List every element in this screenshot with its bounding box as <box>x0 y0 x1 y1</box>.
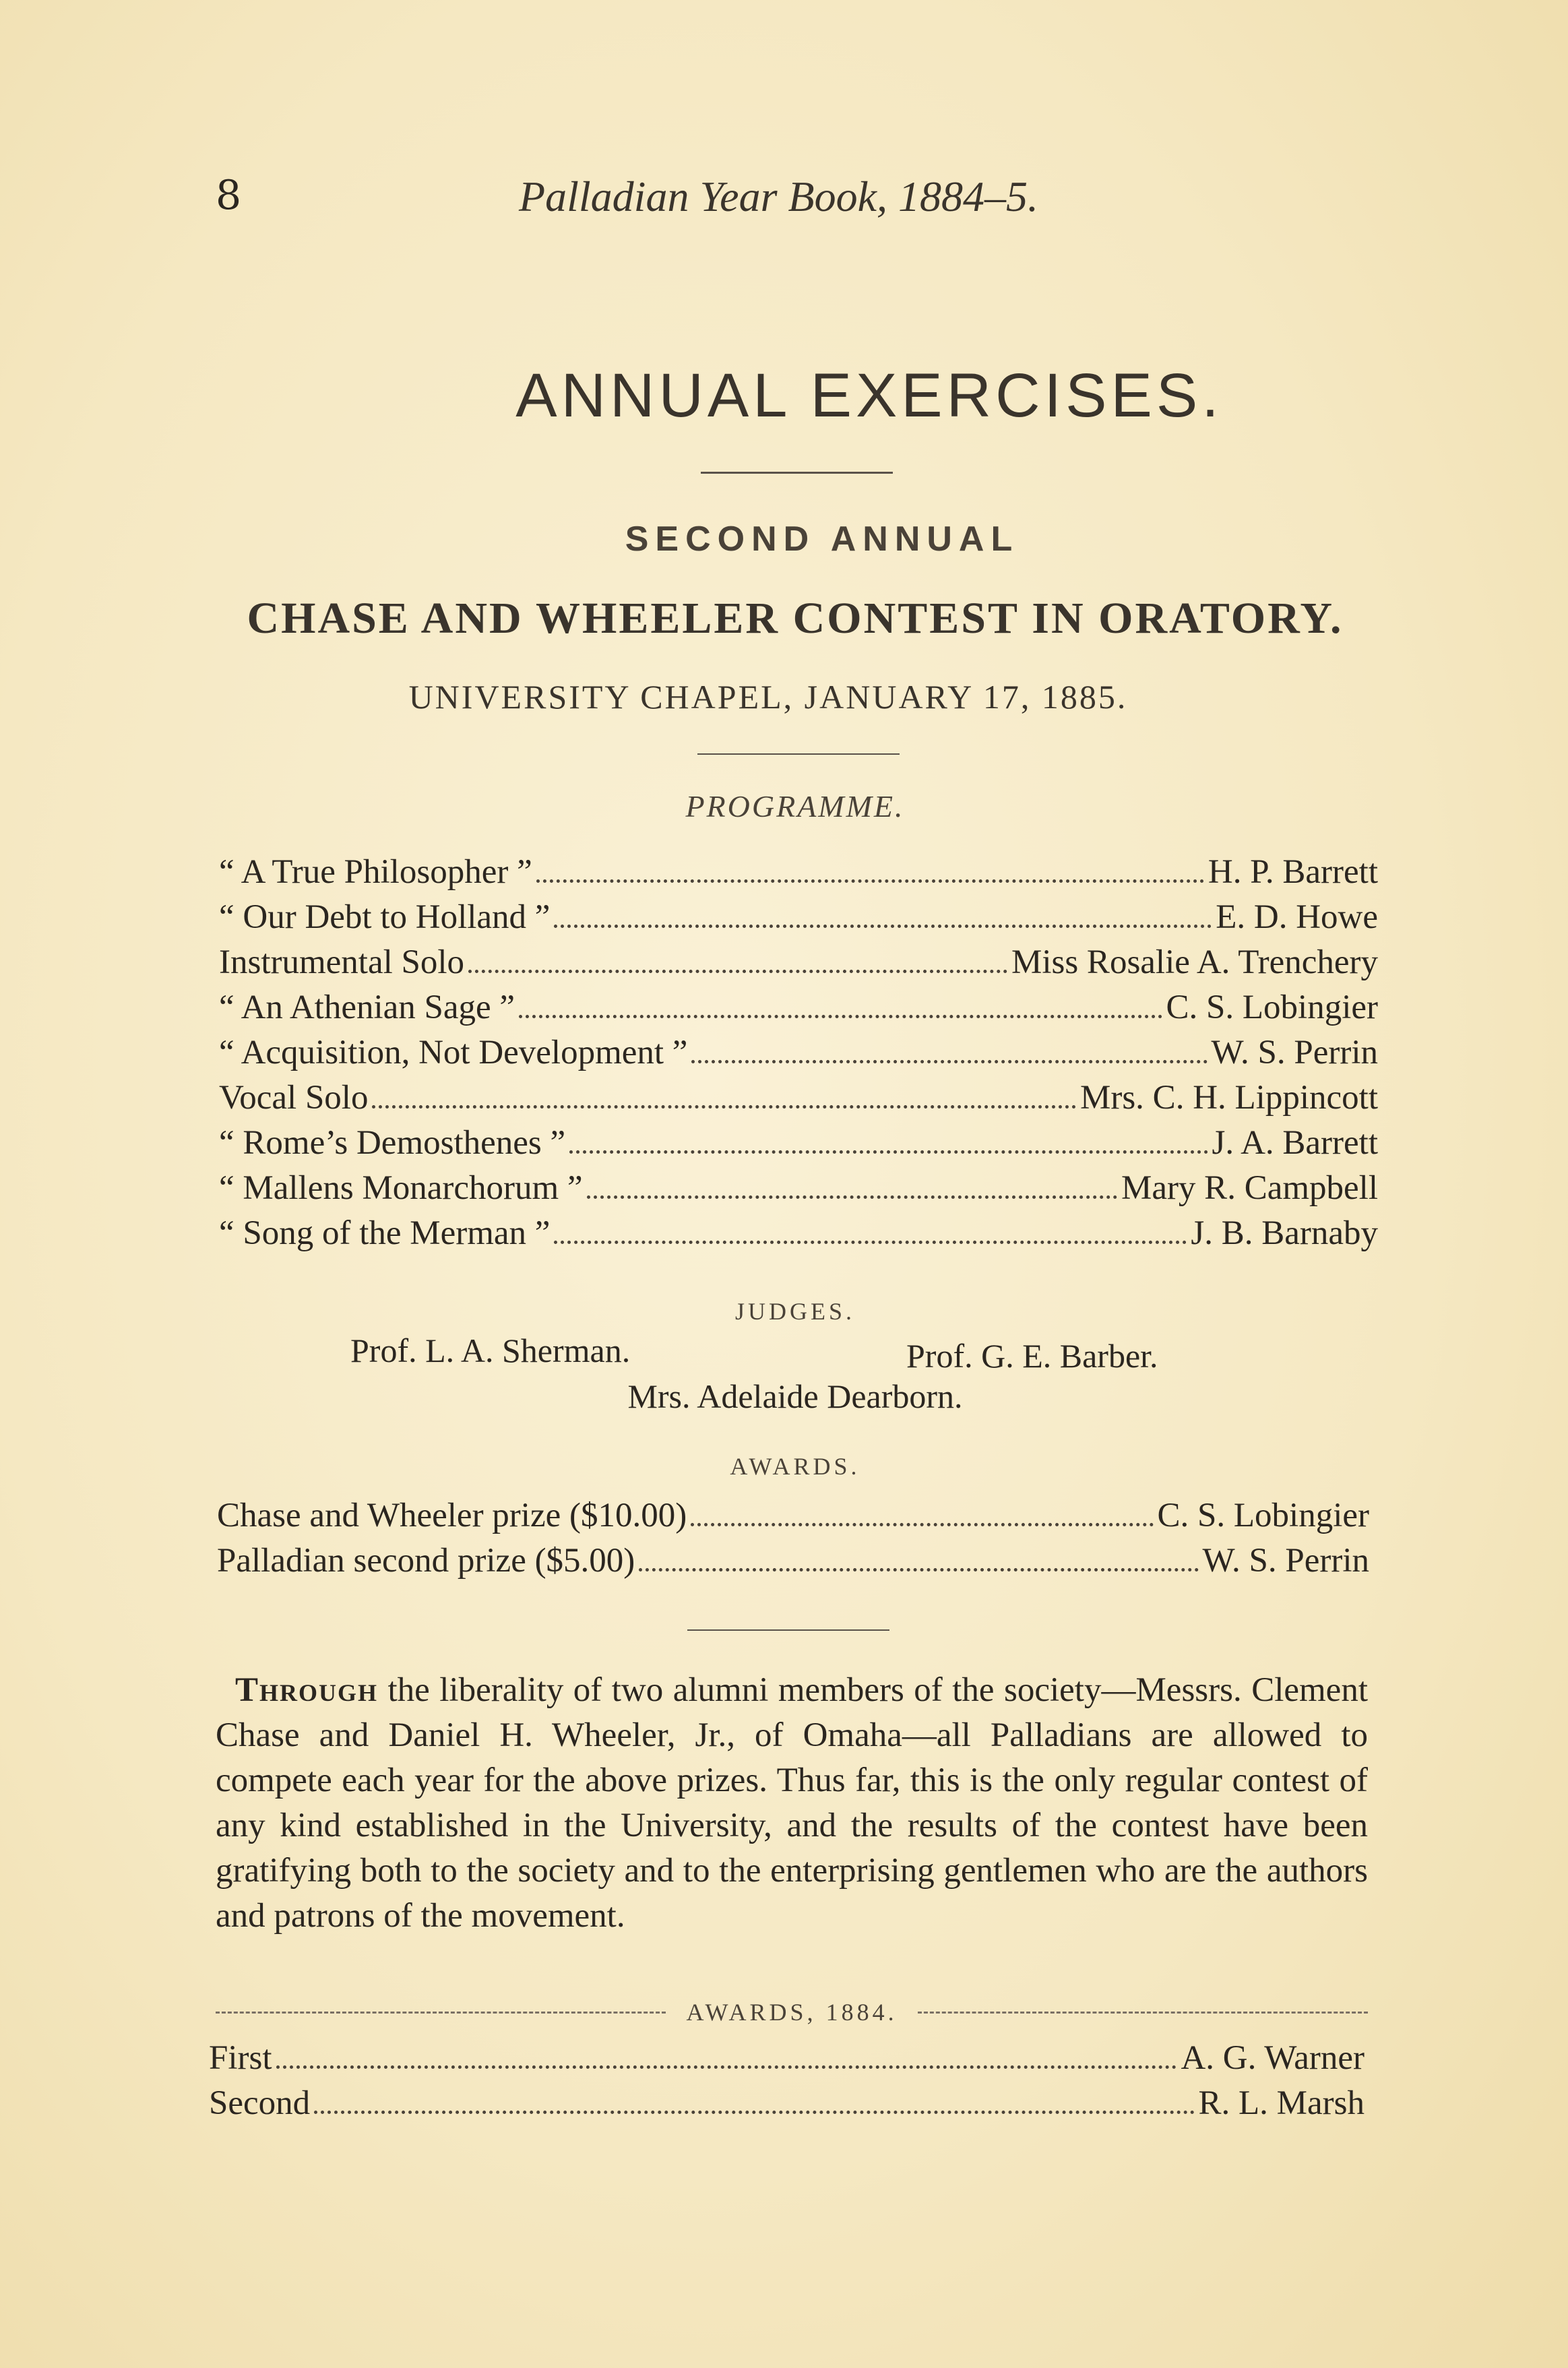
venue-divider <box>697 753 900 755</box>
judge-name: Prof. G. E. Barber. <box>906 1337 1158 1375</box>
item-performer: J. B. Barnaby <box>1191 1214 1378 1252</box>
list-item <box>209 2038 1365 2084</box>
list-item <box>209 2084 1365 2129</box>
leader-dots <box>536 879 1204 883</box>
leader-dots <box>587 1195 1117 1199</box>
awards-list <box>217 1496 1369 1586</box>
item-performer: E. D. Howe <box>1216 898 1378 936</box>
leader-dots <box>276 2065 1177 2069</box>
programme-list <box>219 852 1378 1259</box>
leader-dots <box>691 1060 1207 1063</box>
prize-name: Palladian second prize ($5.00) <box>217 1542 635 1580</box>
item-performer: C. S. Lobingier <box>1166 989 1378 1026</box>
prize-winner: C. S. Lobingier <box>1157 1497 1369 1534</box>
page-title: ANNUAL EXERCISES. <box>515 361 1223 430</box>
item-performer: J. A. Barrett <box>1212 1124 1378 1162</box>
paragraph-text: the liberality of two alumni members of the society—Messrs. Clement Chase and Daniel H. Wheeler, Jr., of Omaha—all Palladians are allowed to compete each year for the above prizes. Thus far, this is the only regular contest of any kind established in the University, and the results of the contest have been gratifying both to the society and to the enterprising gentlemen who are the authors and patrons of the movement. <box>216 1671 1368 1935</box>
body-paragraph <box>216 1668 1368 1939</box>
awards-heading: AWARDS. <box>730 1453 860 1480</box>
prize-winner: W. S. Perrin <box>1202 1542 1369 1580</box>
item-title: “ Rome’s Demosthenes ” <box>219 1124 566 1162</box>
award-place: Second <box>209 2084 311 2122</box>
prize-name: Chase and Wheeler prize ($10.00) <box>217 1497 687 1534</box>
award-winner: R. L. Marsh <box>1198 2084 1365 2122</box>
award-winner: A. G. Warner <box>1181 2039 1365 2077</box>
contest-title: CHASE AND WHEELER CONTEST IN ORATORY. <box>247 594 1344 643</box>
list-item <box>219 943 1378 988</box>
item-performer: Miss Rosalie A. Trenchery <box>1011 943 1378 981</box>
list-item <box>219 898 1378 943</box>
item-performer: Mary R. Campbell <box>1121 1169 1378 1207</box>
award-place: First <box>209 2039 272 2077</box>
item-title: “ Our Debt to Holland ” <box>219 898 551 936</box>
item-title: “ Mallens Monarchorum ” <box>219 1169 583 1207</box>
list-item <box>217 1496 1369 1541</box>
item-performer: H. P. Barrett <box>1208 853 1378 891</box>
list-item <box>219 1214 1378 1259</box>
leader-dots <box>691 1523 1153 1526</box>
dashed-rule <box>216 2012 666 2014</box>
programme-heading: PROGRAMME. <box>685 789 905 823</box>
item-title: “ Song of the Merman ” <box>219 1214 551 1252</box>
item-title: Vocal Solo <box>219 1079 369 1117</box>
leader-dots <box>314 2111 1194 2114</box>
leader-dots <box>554 1241 1187 1244</box>
list-item <box>219 1123 1378 1169</box>
leader-dots <box>519 1015 1162 1018</box>
list-item <box>219 852 1378 898</box>
awards-1884-header <box>216 1998 1368 2026</box>
judge-name: Mrs. Adelaide Dearborn. <box>627 1377 963 1415</box>
title-divider <box>701 472 893 474</box>
section-subtitle: SECOND ANNUAL <box>625 520 1020 559</box>
item-title: “ An Athenian Sage ” <box>219 989 515 1026</box>
item-title: Instrumental Solo <box>219 943 465 981</box>
venue-line: UNIVERSITY CHAPEL, JANUARY 17, 1885. <box>408 678 1128 716</box>
list-item <box>219 988 1378 1033</box>
judges-heading: JUDGES. <box>734 1298 855 1325</box>
leader-dots <box>468 970 1007 973</box>
awards-1884-list <box>209 2038 1365 2129</box>
leader-dots <box>569 1150 1208 1154</box>
list-item <box>219 1078 1378 1123</box>
judge-name: Prof. L. A. Sherman. <box>350 1332 631 1369</box>
leader-dots <box>372 1105 1076 1109</box>
item-title: “ Acquisition, Not Development ” <box>219 1034 688 1071</box>
paragraph-lead: Through <box>234 1671 378 1709</box>
awards-1884-heading: AWARDS, 1884. <box>686 1999 898 2026</box>
page-number: 8 <box>216 172 242 219</box>
running-head <box>216 172 1159 226</box>
awards-divider <box>687 1629 889 1631</box>
leader-dots <box>554 925 1212 928</box>
item-performer: Mrs. C. H. Lippincott <box>1080 1079 1378 1117</box>
list-item <box>219 1169 1378 1214</box>
list-item <box>219 1033 1378 1078</box>
item-performer: W. S. Perrin <box>1211 1034 1378 1071</box>
leader-dots <box>639 1568 1198 1571</box>
running-title: Palladian Year Book, 1884–5. <box>519 173 1038 220</box>
item-title: “ A True Philosopher ” <box>219 853 532 891</box>
list-item <box>217 1541 1369 1586</box>
dashed-rule <box>918 2012 1368 2014</box>
